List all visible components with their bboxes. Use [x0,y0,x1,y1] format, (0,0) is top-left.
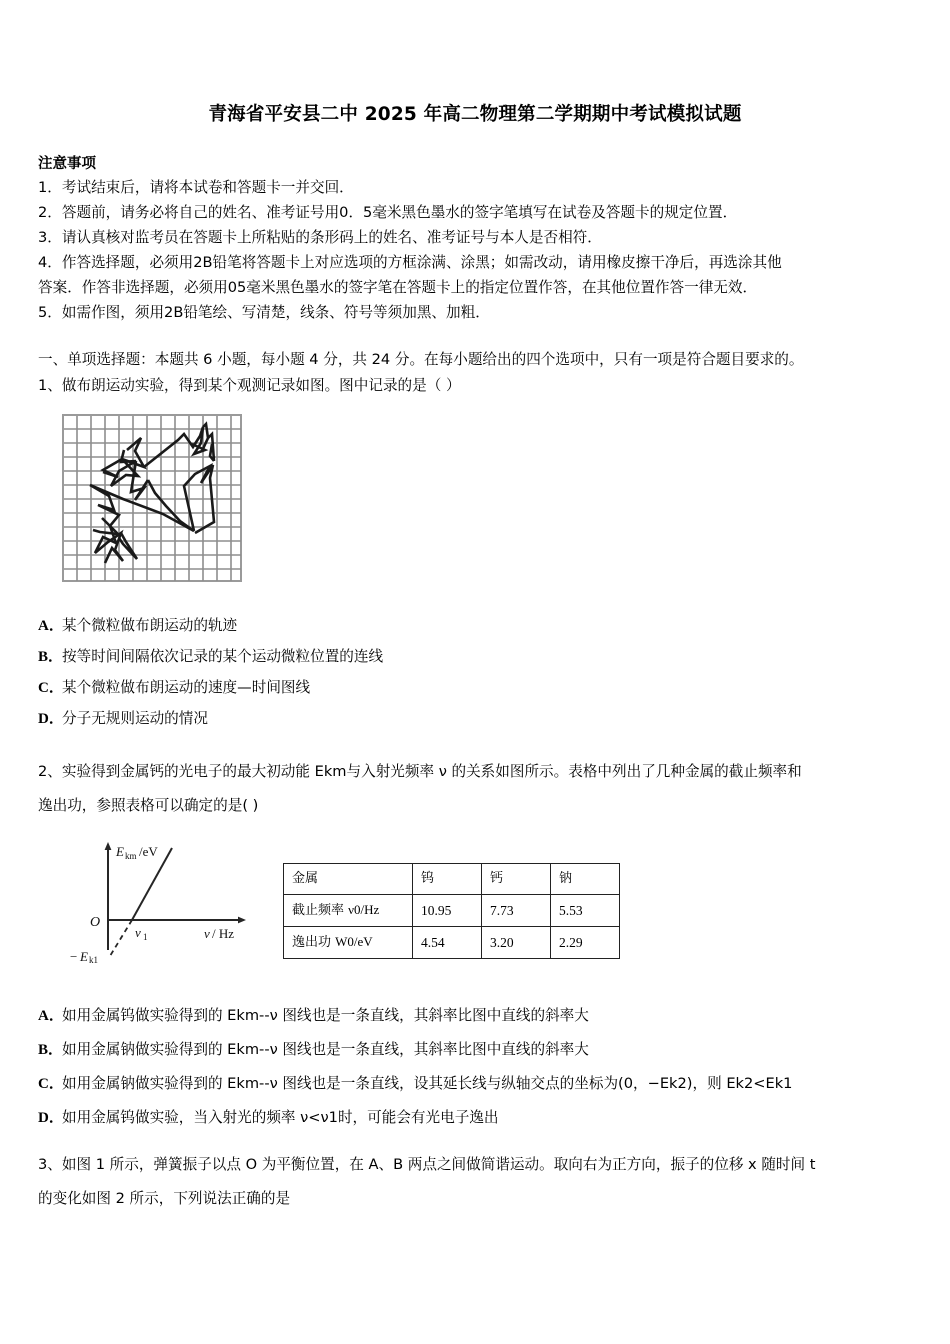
table-cell-work-tungsten: 4.54 [413,927,482,959]
option-b-text: 按等时间间隔依次记录的某个运动微粒位置的连线 [62,648,384,665]
page-title: 青海省平安县二中 2025 年高二物理第二学期期中考试模拟试题 [208,104,742,125]
work-function-unit: W0/eV [335,934,373,949]
table-cell-work-calcium: 3.20 [482,927,551,959]
option-a-text: 某个微粒做布朗运动的轨迹 [62,617,238,634]
option-b[interactable] [38,645,383,666]
table-cell-cutoff-tungsten: 10.95 [413,895,482,927]
notice-list [38,175,918,325]
table-cell-work-function-header [284,927,413,959]
option-c[interactable] [38,1072,792,1093]
table-row [284,895,620,927]
question-2-stem [38,755,922,823]
svg-text:ν: ν [135,925,141,940]
notice-item: 5．如需作图，须用2B铅笔绘、写清楚，线条、符号等须加黑、加粗． [38,304,490,321]
metals-table [283,863,620,959]
table-cell-tungsten: 钨 [413,864,482,895]
option-b-text: 如用金属钠做实验得到的 Ekm--ν 图线也是一条直线，其斜率比图中直线的斜率大 [62,1041,589,1058]
table-cell-cutoff-sodium: 5.53 [551,895,620,927]
question-3-stem [38,1148,922,1216]
work-function-label: 逸出功 [292,935,332,950]
svg-text:1: 1 [143,932,148,942]
svg-text:/eV: /eV [139,844,158,859]
table-cell-cutoff-frequency-header [284,895,413,927]
option-b-label: B． [38,1042,64,1058]
option-d[interactable] [38,707,383,728]
option-a-label: A． [38,1008,64,1024]
option-c[interactable] [38,676,383,697]
svg-text:/ Hz: / Hz [212,926,235,941]
question-1-options [38,614,383,738]
section-heading: 一、单项选择题：本题共 6 小题，每小题 4 分，共 24 分。在每小题给出的四个选项中，只有一项是符合题目要求的。 [38,351,804,368]
photoelectric-graph-figure [68,838,268,963]
question-2-options [38,1004,792,1140]
table-row [284,927,620,959]
question-3-stem-line2: 的变化如图 2 所示，下列说法正确的是 [38,1190,291,1207]
option-c-text: 如用金属钠做实验得到的 Ekm--ν 图线也是一条直线，设其延长线与纵轴交点的坐标为(0，−Ek2)，则 Ek2<Ek1 [62,1075,793,1092]
table-row [284,864,620,895]
notice-item: 答案．作答非选择题，必须用05毫米黑色墨水的签字笔在答题卡上的指定位置作答，在其他位置作答一律无效． [38,279,758,296]
svg-text:km: km [125,851,137,861]
option-c-text: 某个微粒做布朗运动的速度—时间图线 [62,679,311,696]
svg-text:k1: k1 [89,955,98,963]
option-b-label: B． [38,649,64,665]
question-3-stem-line1: 3、如图 1 所示，弹簧振子以点 O 为平衡位置，在 A、B 两点之间做简谐运动。取向右为正方向，振子的位移 x 随时间 t [38,1156,816,1173]
option-a-text: 如用金属钨做实验得到的 Ekm--ν 图线也是一条直线，其斜率比图中直线的斜率大 [62,1007,589,1024]
option-a-label: A． [38,618,64,634]
svg-text:O: O [90,915,101,930]
notice-item: 4．作答选择题，必须用2B铅笔将答题卡上对应选项的方框涂满、涂黑；如需改动，请用橡皮擦干净后，再选涂其他 [38,254,782,271]
option-d[interactable] [38,1106,792,1127]
question-2-stem-line2: 逸出功，参照表格可以确定的是( ) [38,797,259,814]
option-c-label: C． [38,1076,64,1092]
notice-item: 2．答题前，请务必将自己的姓名、准考证号用0．5毫米黑色墨水的签字笔填写在试卷及答题卡的规定位置． [38,204,738,221]
cutoff-frequency-label: 截止频率 [292,903,345,918]
notice-heading: 注意事项 [38,156,96,172]
svg-text:E: E [80,949,88,963]
option-d-text: 分子无规则运动的情况 [62,710,208,727]
cutoff-frequency-unit: ν0/Hz [348,902,380,917]
svg-text:E: E [116,844,124,859]
table-cell-cutoff-calcium: 7.73 [482,895,551,927]
option-c-label: C． [38,680,64,696]
option-d-label: D． [38,1110,64,1126]
svg-text:ν: ν [204,926,210,941]
option-a[interactable] [38,1004,792,1025]
table-cell-work-sodium: 2.29 [551,927,620,959]
option-d-label: D． [38,711,64,727]
option-b[interactable] [38,1038,792,1059]
brownian-motion-figure [62,414,242,584]
notice-item: 3．请认真核对监考员在答题卡上所粘贴的条形码上的姓名、准考证号与本人是否相符． [38,229,602,246]
table-cell-sodium: 钠 [551,864,620,895]
option-d-text: 如用金属钨做实验，当入射光的频率 ν<ν1时，可能会有光电子逸出 [62,1109,499,1126]
table-cell-metal-header: 金属 [284,864,413,895]
question-2-stem-line1: 2、实验得到金属钙的光电子的最大初动能 Ekm与入射光频率 ν 的关系如图所示。表格中列出了几种金属的截止频率和 [38,763,802,780]
notice-item: 1．考试结束后，请将本试卷和答题卡一并交回． [38,179,354,196]
question-1-stem: 1、做布朗运动实验，得到某个观测记录如图。图中记录的是（ ） [38,377,461,394]
option-a[interactable] [38,614,383,635]
table-cell-calcium: 钙 [482,864,551,895]
svg-text:−: − [70,949,78,963]
